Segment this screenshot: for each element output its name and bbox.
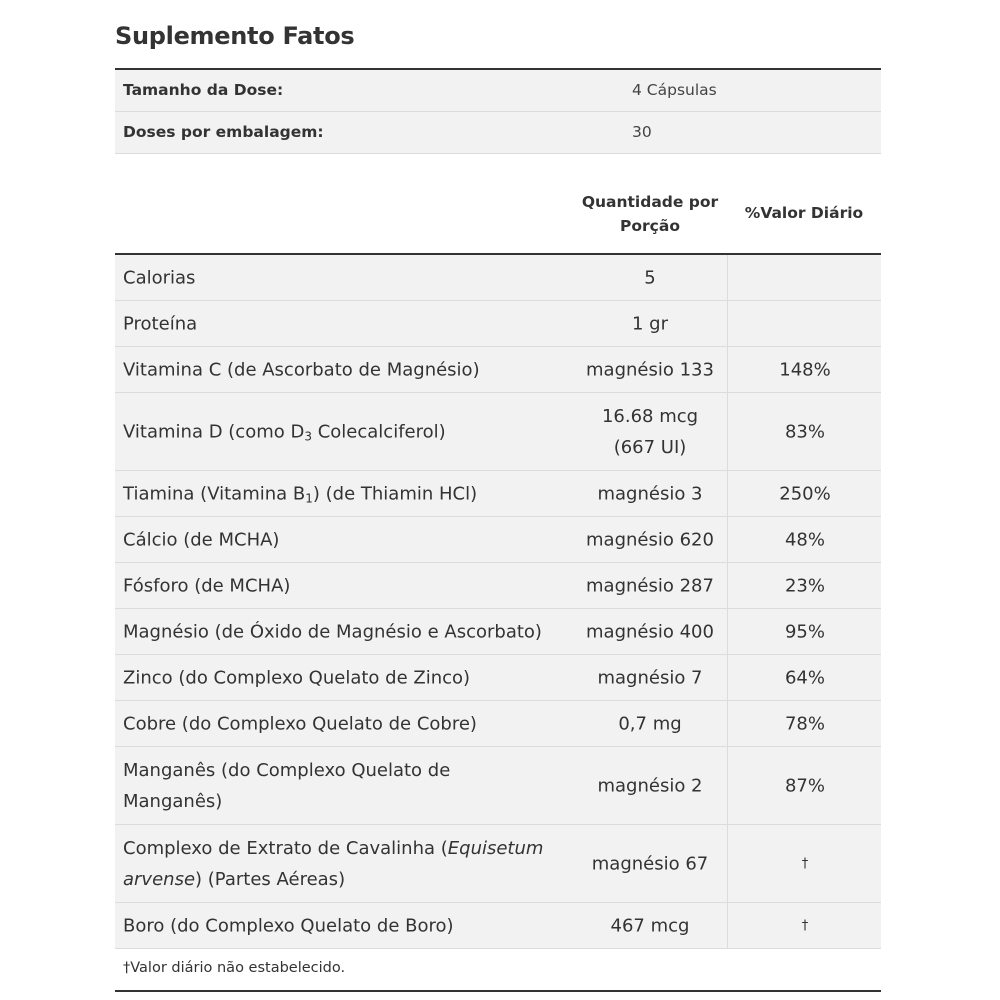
nutrient-name [123, 416, 563, 447]
nutrient-amount: magnésio 620 [586, 529, 714, 550]
nutrient-name-part: ) (de Thiamin HCl) [312, 483, 478, 504]
nutrient-dv: 250% [779, 483, 831, 504]
nutrient-dv: 48% [784, 529, 825, 550]
nutrient-amount: magnésio 67 [591, 853, 709, 874]
nutrient-amount: 5 [644, 267, 656, 288]
nutrient-dv-cell [727, 255, 882, 300]
nutrient-dv: 87% [784, 775, 825, 796]
nutrient-dv-cell [727, 747, 882, 824]
amount-header-line2: Porção [620, 217, 680, 235]
nutrient-dv: 78% [784, 713, 825, 734]
nutrient-name: Boro (do Complexo Quelato de Boro) [123, 915, 454, 936]
nutrient-name-latin: Equisetum arvense [123, 837, 544, 890]
nutrient-dv-cell [727, 655, 882, 700]
nutrient-row [115, 301, 881, 347]
nutrient-amount-line2: (667 UI) [613, 436, 687, 458]
nutrient-name-subscript: 1 [305, 491, 313, 505]
nutrient-amount: magnésio 2 [597, 775, 703, 796]
nutrient-name: Manganês (do Complexo Quelato de Manganês) [123, 759, 451, 812]
nutrient-dv: 148% [779, 359, 831, 380]
nutrient-amount: 0,7 mg [618, 713, 682, 734]
nutrient-amount: magnésio 400 [586, 621, 714, 642]
nutrient-row [115, 825, 881, 903]
nutrient-amount: 1 gr [632, 313, 668, 334]
nutrient-name: Magnésio (de Óxido de Magnésio e Ascorbato) [123, 621, 542, 642]
nutrient-dv-cell [727, 393, 882, 470]
table-header [115, 178, 881, 255]
nutrient-row [115, 609, 881, 655]
nutrient-name: Cálcio (de MCHA) [123, 529, 280, 550]
nutrient-dv-cell [727, 701, 882, 746]
nutrient-dv: † [801, 918, 809, 933]
servings-per-container-value: 30 [632, 123, 652, 141]
nutrient-dv: † [801, 856, 809, 871]
nutrient-name: Fósforo (de MCHA) [123, 575, 291, 596]
nutrient-row [115, 903, 881, 949]
nutrient-amount [565, 401, 735, 463]
nutrient-dv-cell [727, 471, 882, 516]
serving-size-value: 4 Cápsulas [632, 81, 717, 99]
nutrient-amount-line1: 16.68 mcg [601, 405, 699, 427]
nutrient-row [115, 747, 881, 825]
nutrient-name-part: Colecalciferol) [312, 421, 446, 442]
nutrient-amount: magnésio 287 [586, 575, 714, 596]
nutrient-dv-cell [727, 609, 882, 654]
nutrient-dv: 95% [784, 621, 825, 642]
servings-per-container-label: Doses por embalagem: [123, 123, 324, 141]
nutrient-dv: 83% [784, 421, 825, 442]
nutrient-amount: 467 mcg [610, 915, 690, 936]
nutrient-dv-cell [727, 517, 882, 562]
serving-size-label: Tamanho da Dose: [123, 81, 284, 99]
nutrient-row [115, 347, 881, 393]
nutrient-amount: magnésio 133 [586, 359, 714, 380]
nutrient-row [115, 471, 881, 517]
nutrient-name: Cobre (do Complexo Quelato de Cobre) [123, 713, 477, 734]
nutrient-name: Vitamina C (de Ascorbato de Magnésio) [123, 359, 480, 380]
serving-size-row [115, 70, 881, 112]
nutrient-dv-cell [727, 347, 882, 392]
nutrient-name [123, 833, 568, 895]
nutrient-row [115, 393, 881, 471]
nutrient-row [115, 255, 881, 301]
nutrient-row [115, 655, 881, 701]
nutrient-dv-cell [727, 301, 882, 346]
nutrient-amount: magnésio 7 [597, 667, 703, 688]
amount-header-line1: Quantidade por [581, 193, 719, 211]
nutrient-row [115, 701, 881, 747]
nutrient-row [115, 563, 881, 609]
nutrient-dv-cell [727, 903, 882, 948]
nutrient-name [123, 478, 563, 509]
nutrient-name-subscript: 3 [304, 429, 312, 443]
servings-per-container-row [115, 112, 881, 154]
nutrient-name: Zinco (do Complexo Quelato de Zinco) [123, 667, 471, 688]
bottom-rule [115, 990, 881, 992]
nutrient-dv: 23% [784, 575, 825, 596]
nutrient-amount: magnésio 3 [597, 483, 703, 504]
nutrient-name-part: Complexo de Extrato de Cavalinha ( [123, 837, 448, 859]
daily-value-header: %Valor Diário [744, 204, 864, 222]
nutrient-name: Calorias [123, 267, 196, 288]
nutrient-name-part: ) (Partes Aéreas) [195, 868, 346, 890]
footnote: †Valor diário não estabelecido. [123, 960, 346, 976]
nutrient-dv: 64% [784, 667, 825, 688]
nutrient-dv-cell [727, 563, 882, 608]
nutrient-dv-cell [727, 825, 882, 902]
nutrient-name-part: Tiamina (Vitamina B [123, 483, 306, 504]
amount-per-serving-header [565, 190, 735, 238]
nutrient-row [115, 517, 881, 563]
panel-title: Suplemento Fatos [115, 22, 355, 50]
nutrient-name: Proteína [123, 313, 198, 334]
nutrient-name-part: Vitamina D (como D [123, 421, 305, 442]
